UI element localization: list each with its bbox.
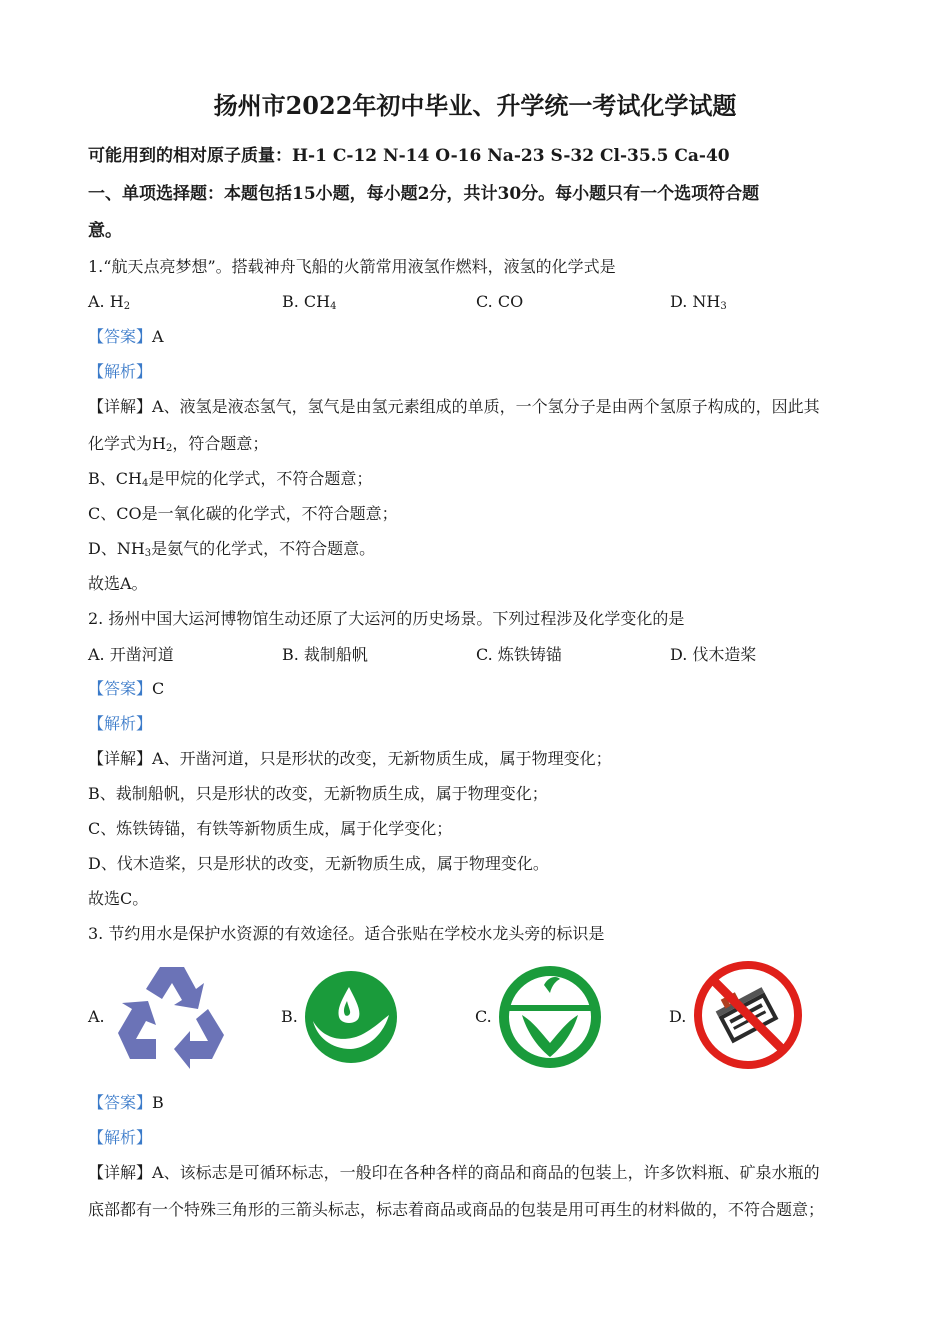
recycle-icon bbox=[112, 963, 227, 1069]
q2-analysis: 【解析】 bbox=[88, 714, 153, 733]
q2-stem: 2. 扬州中国大运河博物馆生动还原了大运河的历史场景。下列过程涉及化学变化的是 bbox=[88, 609, 685, 628]
no-fire-icon bbox=[692, 959, 804, 1071]
q3-option-d-label: D. bbox=[669, 1007, 687, 1026]
q3-option-a-label: A. bbox=[88, 1007, 105, 1026]
q1-detail-line2: 化学式为$H_2$，符合题意； bbox=[88, 434, 269, 454]
q2-detail-c: C、炼铁铸锚，有铁等新物质生成，属于化学变化； bbox=[88, 819, 453, 838]
section-heading-line2: 意。 bbox=[88, 221, 122, 241]
q3-options bbox=[0, 955, 950, 1080]
q3-option-b-label: B. bbox=[281, 1007, 298, 1026]
q2-detail-d: D、伐木造桨，只是形状的改变，无新物质生成，属于物理变化。 bbox=[88, 854, 549, 873]
water-saving-icon bbox=[303, 969, 399, 1065]
q2-answer: 【答案】C bbox=[88, 679, 165, 698]
q2-conclusion: 故选C。 bbox=[88, 889, 149, 908]
q1-stem: 1.“航天点亮梦想”。搭载神舟飞船的火箭常用液氢作燃料，液氢的化学式是 bbox=[88, 257, 616, 276]
green-food-icon bbox=[498, 965, 602, 1069]
section-heading-line1: 一、单项选择题：本题包括15小题，每小题2分，共计30分。每小题只有一个选项符合题 bbox=[88, 184, 760, 204]
q2-option-b: B. 裁制船帆 bbox=[282, 645, 368, 664]
q3-option-c-label: C. bbox=[475, 1007, 492, 1026]
q2-options bbox=[88, 645, 868, 665]
q2-detail-a: 【详解】A、开凿河道，只是形状的改变，无新物质生成，属于物理变化； bbox=[88, 749, 612, 768]
q1-options bbox=[88, 292, 868, 312]
q1-answer: 【答案】A bbox=[88, 327, 164, 346]
q3-detail-line1: 【详解】A、该标志是可循环标志，一般印在各种各样的商品和商品的包装上，许多饮料瓶、矿泉水瓶的 bbox=[88, 1163, 820, 1182]
q1-option-c: C. CO bbox=[476, 292, 524, 311]
page-title: 扬州市2022年初中毕业、升学统一考试化学试题 bbox=[213, 91, 737, 120]
q3-stem: 3. 节约用水是保护水资源的有效途径。适合张贴在学校水龙头旁的标识是 bbox=[88, 924, 605, 943]
q3-analysis: 【解析】 bbox=[88, 1128, 153, 1147]
q1-option-d: D. $NH_3$ bbox=[670, 292, 727, 312]
q2-option-d: D. 伐木造桨 bbox=[670, 645, 757, 664]
q1-detail-c: C、CO是一氧化碳的化学式，不符合题意； bbox=[88, 504, 398, 523]
q1-detail-b: B、$CH_4$是甲烷的化学式，不符合题意； bbox=[88, 469, 373, 489]
q1-conclusion: 故选A。 bbox=[88, 574, 148, 593]
q2-option-c: C. 炼铁铸锚 bbox=[476, 645, 562, 664]
q1-detail-d: D、$NH_3$是氨气的化学式，不符合题意。 bbox=[88, 539, 376, 559]
q1-option-a: A. $H_2$ bbox=[88, 292, 131, 312]
q3-detail-line2: 底部都有一个特殊三角形的三箭头标志，标志着商品或商品的包装是用可再生的材料做的，不符合题意； bbox=[88, 1200, 825, 1219]
q2-detail-b: B、裁制船帆，只是形状的改变，无新物质生成，属于物理变化； bbox=[88, 784, 548, 803]
q2-option-a: A. 开凿河道 bbox=[88, 645, 174, 664]
q1-detail-line1: 【详解】A、液氢是液态氢气，氢气是由氢元素组成的单质，一个氢分子是由两个氢原子构成的，因此其 bbox=[88, 397, 820, 416]
q1-analysis: 【解析】 bbox=[88, 362, 153, 381]
q3-answer: 【答案】B bbox=[88, 1093, 164, 1112]
atomic-mass-line: 可能用到的相对原子质量：H-1 C-12 N-14 O-16 Na-23 S-32 Cl-35.5 Ca-40 bbox=[88, 146, 730, 166]
q1-option-b: B. $CH_4$ bbox=[282, 292, 337, 312]
